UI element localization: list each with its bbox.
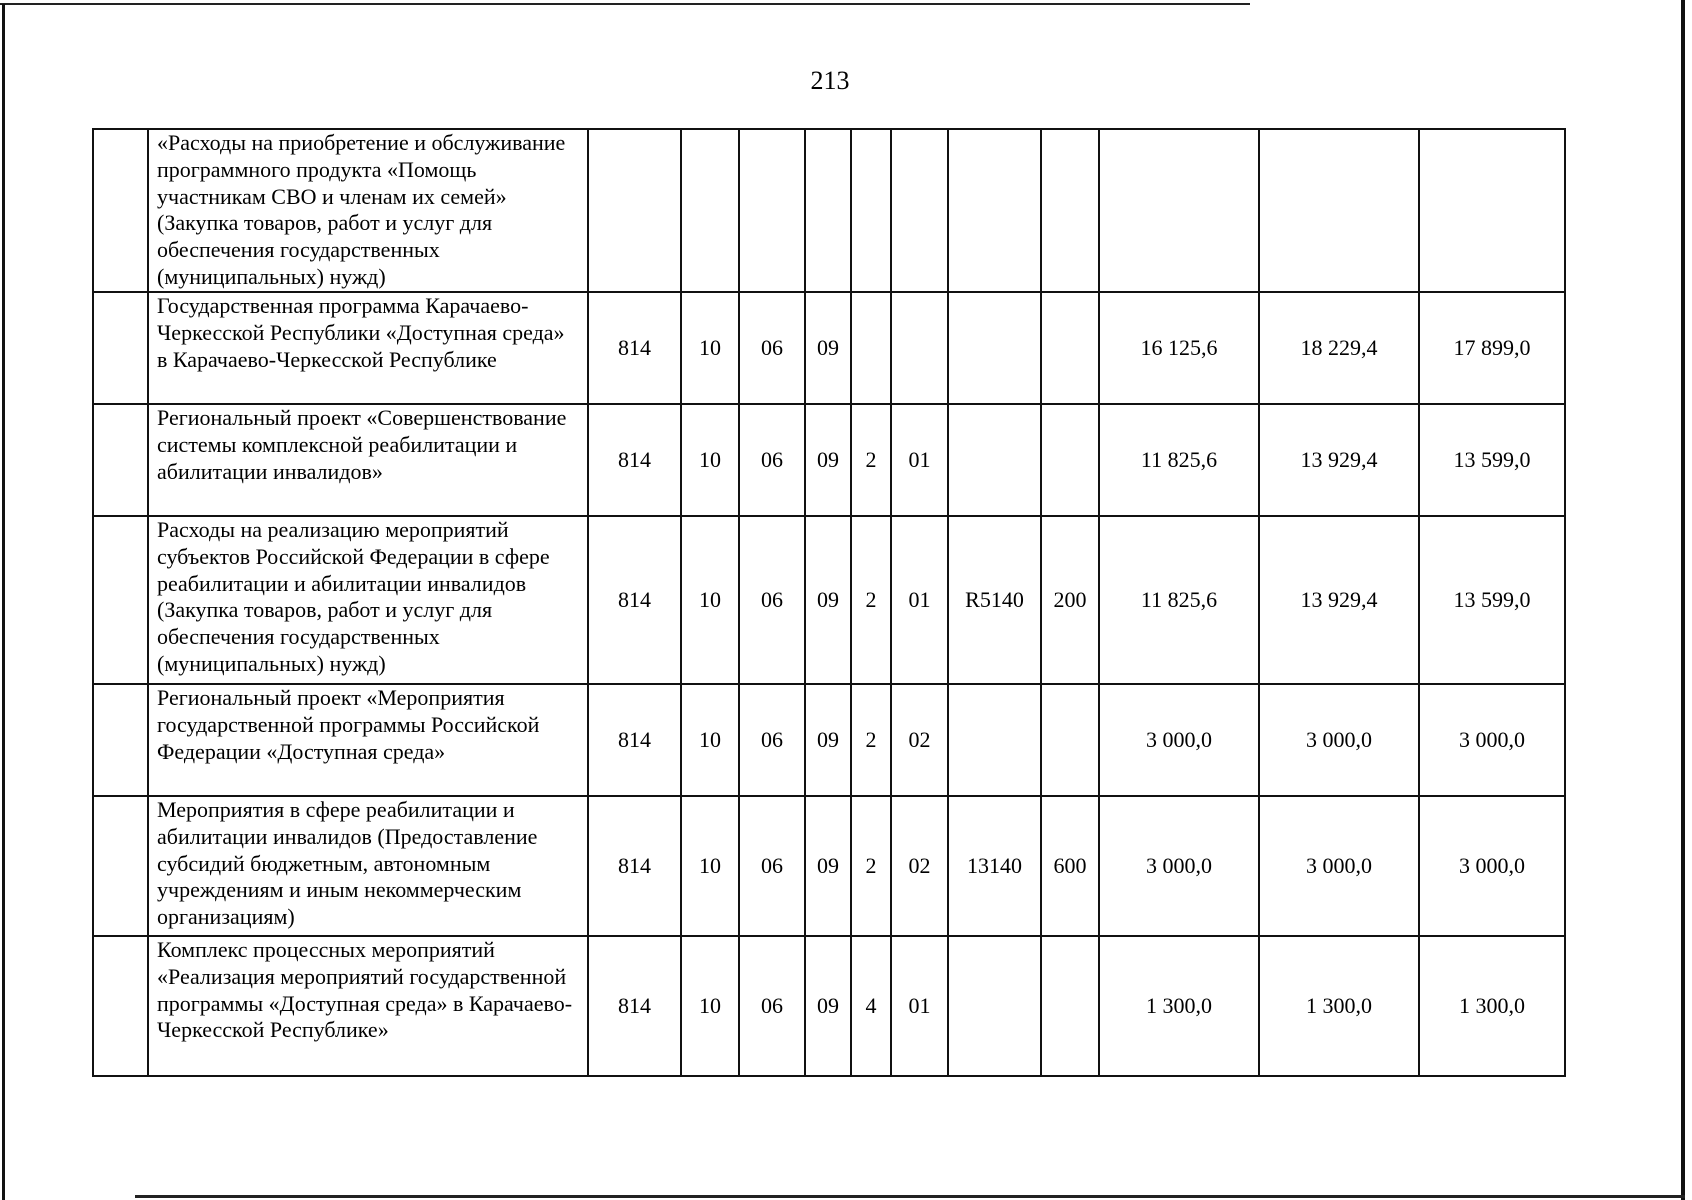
section-code-cell: 10: [681, 796, 739, 936]
subsection-code-cell: 06: [739, 516, 805, 684]
table-row: [93, 796, 1565, 936]
amount-year-2-cell: [1259, 129, 1419, 292]
scan-edge-left: [2, 4, 5, 1200]
ministry-code-cell: 814: [588, 292, 681, 404]
expense-type-cell: [1041, 292, 1099, 404]
amount-year-1-cell: 3 000,0: [1099, 796, 1259, 936]
table-row: [93, 129, 1565, 292]
subsection-code-cell: 06: [739, 292, 805, 404]
table-row: [93, 516, 1565, 684]
structure-element-cell: 02: [891, 684, 948, 796]
direction-code-cell: R5140: [948, 516, 1041, 684]
direction-code-cell: [948, 936, 1041, 1076]
amount-year-1-cell: 16 125,6: [1099, 292, 1259, 404]
description-cell: Государственная программа Карачаево-Черкесской Республики «Доступная среда» в Карачаево-Черкесской Республике: [148, 292, 588, 404]
expense-type-cell: [1041, 129, 1099, 292]
budget-table: [92, 128, 1566, 1077]
ministry-code-cell: 814: [588, 684, 681, 796]
table-row: [93, 404, 1565, 516]
description-cell: Региональный проект «Мероприятия государственной программы Российской Федерации «Доступная среда»: [148, 684, 588, 796]
amount-year-2-cell: 18 229,4: [1259, 292, 1419, 404]
amount-year-3-cell: 17 899,0: [1419, 292, 1565, 404]
amount-year-3-cell: 13 599,0: [1419, 516, 1565, 684]
program-code-cell: 09: [805, 404, 851, 516]
scan-edge-top: [0, 3, 1250, 5]
amount-year-3-cell: 3 000,0: [1419, 796, 1565, 936]
amount-year-2-cell: 13 929,4: [1259, 404, 1419, 516]
expense-type-cell: 600: [1041, 796, 1099, 936]
table-row: [93, 292, 1565, 404]
amount-year-2-cell: 3 000,0: [1259, 796, 1419, 936]
subprogram-type-cell: [851, 129, 891, 292]
structure-element-cell: 01: [891, 404, 948, 516]
ministry-code-cell: 814: [588, 404, 681, 516]
program-code-cell: 09: [805, 292, 851, 404]
structure-element-cell: 02: [891, 796, 948, 936]
subsection-code-cell: 06: [739, 404, 805, 516]
subprogram-type-cell: 2: [851, 684, 891, 796]
structure-element-cell: 01: [891, 516, 948, 684]
expense-type-cell: [1041, 404, 1099, 516]
subprogram-type-cell: 2: [851, 796, 891, 936]
row-number-cell: [93, 292, 148, 404]
expense-type-cell: 200: [1041, 516, 1099, 684]
section-code-cell: [681, 129, 739, 292]
subprogram-type-cell: 2: [851, 404, 891, 516]
amount-year-3-cell: 3 000,0: [1419, 684, 1565, 796]
expense-type-cell: [1041, 684, 1099, 796]
row-number-cell: [93, 404, 148, 516]
description-cell: Региональный проект «Совершенствование системы комплексной реабилитации и абилитации инвалидов»: [148, 404, 588, 516]
description-cell: Расходы на реализацию мероприятий субъектов Российской Федерации в сфере реабилитации и абилитации инвалидов (Закупка товаров, работ и услуг для обеспечения государственных (муниципальных) нужд): [148, 516, 588, 684]
amount-year-3-cell: 1 300,0: [1419, 936, 1565, 1076]
ministry-code-cell: 814: [588, 936, 681, 1076]
ministry-code-cell: 814: [588, 516, 681, 684]
row-number-cell: [93, 129, 148, 292]
description-cell: Комплекс процессных мероприятий «Реализация мероприятий государственной программы «Доступная среда» в Карачаево-Черкесской Республике»: [148, 936, 588, 1076]
program-code-cell: 09: [805, 516, 851, 684]
amount-year-3-cell: [1419, 129, 1565, 292]
program-code-cell: 09: [805, 936, 851, 1076]
structure-element-cell: [891, 129, 948, 292]
direction-code-cell: [948, 292, 1041, 404]
budget-table-body: [93, 129, 1565, 1076]
description-cell: Мероприятия в сфере реабилитации и абилитации инвалидов (Предоставление субсидий бюджетным, автономным учреждениям и иным некоммерческим организациям): [148, 796, 588, 936]
section-code-cell: 10: [681, 404, 739, 516]
amount-year-2-cell: 3 000,0: [1259, 684, 1419, 796]
direction-code-cell: [948, 129, 1041, 292]
section-code-cell: 10: [681, 684, 739, 796]
amount-year-2-cell: 1 300,0: [1259, 936, 1419, 1076]
section-code-cell: 10: [681, 516, 739, 684]
table-row: [93, 684, 1565, 796]
subsection-code-cell: 06: [739, 936, 805, 1076]
amount-year-3-cell: 13 599,0: [1419, 404, 1565, 516]
direction-code-cell: 13140: [948, 796, 1041, 936]
row-number-cell: [93, 936, 148, 1076]
amount-year-1-cell: 11 825,6: [1099, 404, 1259, 516]
subprogram-type-cell: [851, 292, 891, 404]
ministry-code-cell: 814: [588, 796, 681, 936]
subsection-code-cell: 06: [739, 796, 805, 936]
structure-element-cell: 01: [891, 936, 948, 1076]
direction-code-cell: [948, 684, 1041, 796]
row-number-cell: [93, 796, 148, 936]
amount-year-1-cell: 11 825,6: [1099, 516, 1259, 684]
subprogram-type-cell: 2: [851, 516, 891, 684]
amount-year-1-cell: [1099, 129, 1259, 292]
page-number: 213: [810, 66, 850, 95]
row-number-cell: [93, 684, 148, 796]
section-code-cell: 10: [681, 292, 739, 404]
program-code-cell: 09: [805, 796, 851, 936]
amount-year-1-cell: 1 300,0: [1099, 936, 1259, 1076]
ministry-code-cell: [588, 129, 681, 292]
program-code-cell: [805, 129, 851, 292]
table-row: [93, 936, 1565, 1076]
subsection-code-cell: [739, 129, 805, 292]
amount-year-1-cell: 3 000,0: [1099, 684, 1259, 796]
description-cell: «Расходы на приобретение и обслуживание программного продукта «Помощь участникам СВО и членам их семей» (Закупка товаров, работ и услуг для обеспечения государственных (муниципальных) нужд): [148, 129, 588, 292]
subsection-code-cell: 06: [739, 684, 805, 796]
direction-code-cell: [948, 404, 1041, 516]
structure-element-cell: [891, 292, 948, 404]
program-code-cell: 09: [805, 684, 851, 796]
amount-year-2-cell: 13 929,4: [1259, 516, 1419, 684]
row-number-cell: [93, 516, 148, 684]
section-code-cell: 10: [681, 936, 739, 1076]
scan-edge-right: [1681, 0, 1685, 1200]
subprogram-type-cell: 4: [851, 936, 891, 1076]
expense-type-cell: [1041, 936, 1099, 1076]
scan-edge-bottom: [135, 1195, 1685, 1198]
